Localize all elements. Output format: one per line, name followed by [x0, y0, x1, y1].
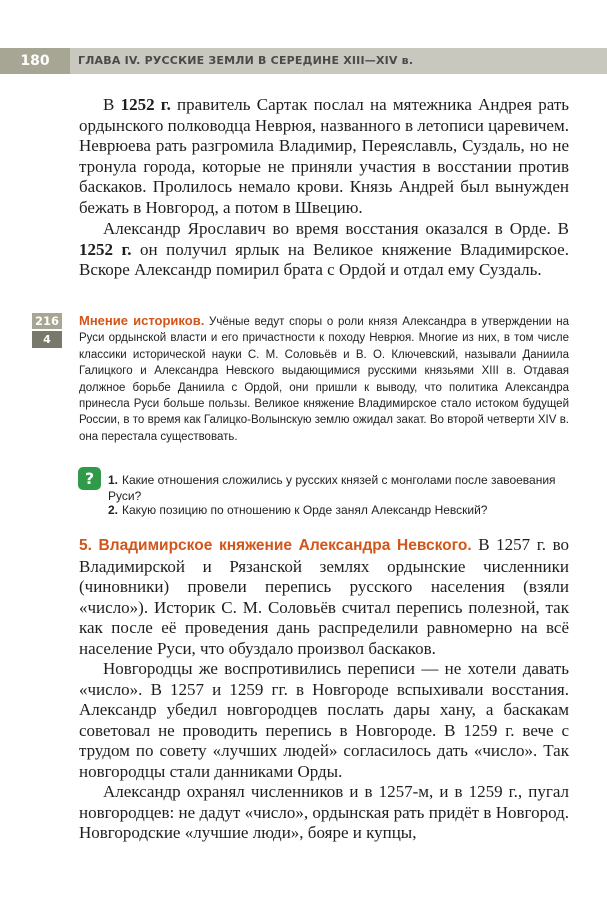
paragraph-1: В 1252 г. правитель Сартак послал на мятежника Андрея рать ордынского полководца Неврюя, названного в летописи царевичем. Неврюева рать разгромила Владимир, Переяславль, Суздаль, но не тронула города, которые не приняли участия в восстании против баскаков. Пролилось немало крови. Князь Андрей был вынужден бежать в Новгород, а потом в Швецию.: [79, 95, 570, 217]
opinion-text: Учёные ведут споры о роли князя Александра в утверждении на Руси ордынской власти и его причастности к походу Неврюя. Многие из них, в том числе классики исторической науки С. М. Соловьёв и В. О. Ключевский, называли Даниила Галицкого и Александра Невского выдающимися русскими князьями XIII в. Отдавая должное борьбе Даниила с Ордой, они пришли к выводу, что политика Александра принесла Руси больше пользы. Великое княжение Владимирское стало истоком будущей России, в то время как Галицко-Волынскую землю ожидал закат. Во второй четверти XIV в. она перестала существовать.: [79, 316, 569, 443]
reference-page-badge: 216: [32, 313, 62, 329]
opinion-title: Мнение историков.: [79, 313, 205, 328]
section-title: 5. Владимирское княжение Александра Невского.: [79, 537, 472, 554]
question-2: 2. Какую позицию по отношению к Орде занял Александр Невский?: [108, 503, 488, 517]
paragraph-2: Александр Ярославич во время восстания оказался в Орде. В 1252 г. он получил ярлык на Великое княжение Владимирское. Вскоре Александр помирил брата с Ордой и отдал ему Суздаль.: [79, 219, 569, 280]
section-5-paragraph-2: Новгородцы же воспротивились переписи — не хотели давать «число». В 1257 и 1259 гг. в Новгороде вспыхивали восстания. Александр убедил новгородцев послать дары хану, а баскакам советовал не проводить перепись в Новгороде. В 1259 г. вече с трудом по совету «лучших людей» согласилось дать «число». Так новгородцы стали данниками Орды.: [79, 659, 569, 781]
historians-opinion: [79, 313, 569, 445]
page-header: [0, 48, 607, 74]
section-5-intro: 5. Владимирское княжение Александра Невского. В 1257 г. во Владимирской и Рязанской землях ордынские численники (чиновники) провели перепись русского населения (взяли «число»). Историк С. М. Соловьёв считал перепись полезной, так как после её проведения дань распределили равномерно на всё население Руси, что обуздало произвол баскаков.: [79, 535, 569, 658]
reference-paragraph-badge: 4: [32, 331, 62, 348]
question-1: 1. Какие отношения сложились у русских князей с монголами после завоевания Руси?: [108, 473, 556, 503]
page-number: 180: [0, 48, 70, 74]
question-icon: ?: [78, 467, 101, 490]
chapter-title: ГЛАВА IV. РУССКИЕ ЗЕМЛИ В СЕРЕДИНЕ XIII—XIV в.: [78, 54, 414, 67]
section-5-paragraph-3: Александр охранял численников и в 1257-м, и в 1259 г., пугал новгородцев: не дадут «число», ордынская рать придёт в Новгород. Новгородские «лучшие люди», бояре и купцы,: [79, 782, 569, 843]
